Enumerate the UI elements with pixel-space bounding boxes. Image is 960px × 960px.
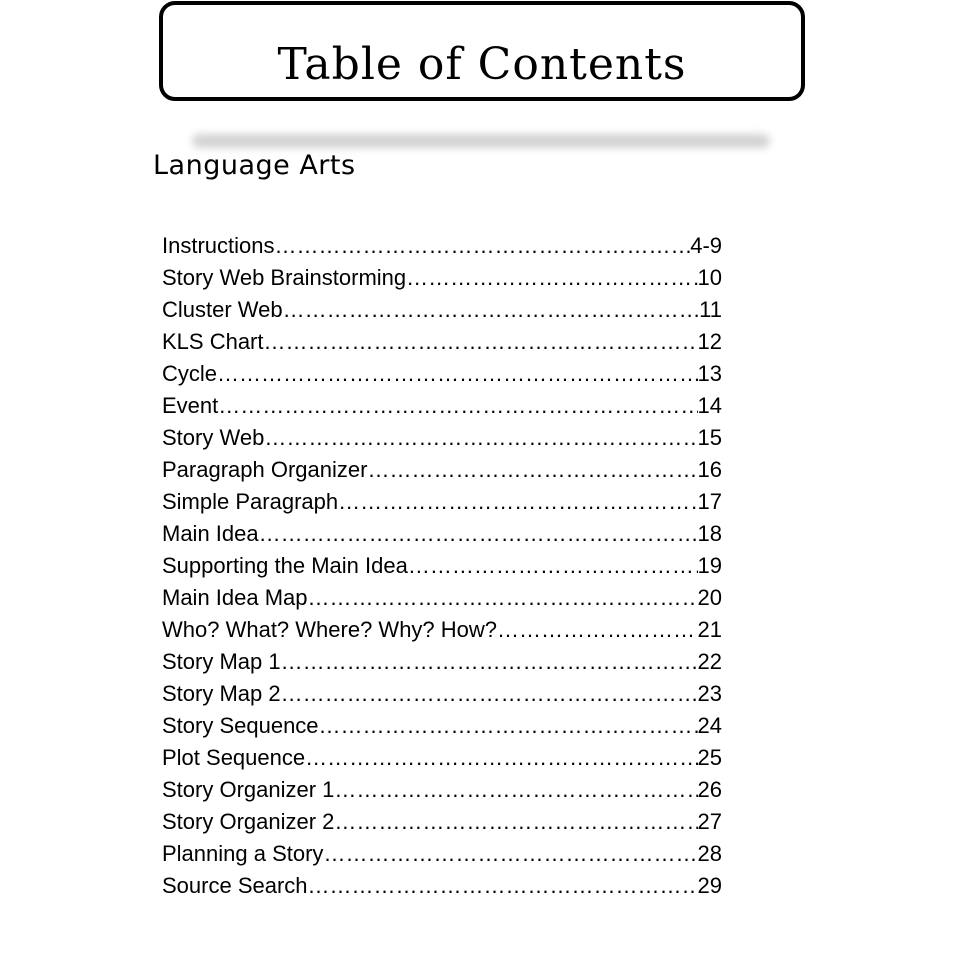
dot-leader xyxy=(406,262,697,294)
toc-entry xyxy=(162,262,722,294)
toc-entry-page: 17 xyxy=(697,489,722,514)
toc-entry-label: Cycle xyxy=(162,361,218,386)
toc-entry-page: 10 xyxy=(697,265,722,290)
dot-leader xyxy=(408,550,698,582)
toc-entry-page: 22 xyxy=(697,649,722,674)
toc-entry-label: Plot Sequence xyxy=(162,745,306,770)
dot-leader xyxy=(308,870,698,902)
toc-entry xyxy=(162,614,722,646)
dot-leader xyxy=(323,838,697,870)
toc-entry-label: Who? What? Where? Why? How? xyxy=(162,617,498,642)
decorative-divider xyxy=(192,134,770,148)
toc-entry-page: 11 xyxy=(699,297,722,322)
toc-entry-label: Story Web xyxy=(162,425,265,450)
toc-entry xyxy=(162,518,722,550)
toc-entry xyxy=(162,742,722,774)
toc-entry-page: 28 xyxy=(697,841,722,866)
toc-entry xyxy=(162,550,722,582)
dot-leader xyxy=(264,422,697,454)
dot-leader xyxy=(218,390,697,422)
dot-leader xyxy=(497,614,697,646)
toc-entry-page: 14 xyxy=(697,393,722,418)
toc-entry-label: Supporting the Main Idea xyxy=(162,553,408,578)
toc-entry-page: 27 xyxy=(697,809,722,834)
toc-entry xyxy=(162,838,722,870)
toc-entry-page: 15 xyxy=(697,425,722,450)
toc-entry-label: Source Search xyxy=(162,873,308,898)
toc-entry-page: 24 xyxy=(697,713,722,738)
toc-entry xyxy=(162,678,722,710)
toc-entry-page: 23 xyxy=(697,681,722,706)
toc-entry xyxy=(162,582,722,614)
toc-entry-page: 26 xyxy=(697,777,722,802)
dot-leader xyxy=(308,582,698,614)
toc-list xyxy=(162,230,722,902)
page-title: Table of Contents xyxy=(277,39,687,90)
dot-leader xyxy=(319,710,698,742)
toc-entry-label: Paragraph Organizer xyxy=(162,457,368,482)
toc-entry-label: Event xyxy=(162,393,219,418)
dot-leader xyxy=(275,230,691,262)
toc-entry xyxy=(162,422,722,454)
toc-entry-label: Story Sequence xyxy=(162,713,319,738)
toc-entry xyxy=(162,486,722,518)
toc-entry xyxy=(162,326,722,358)
toc-entry xyxy=(162,646,722,678)
toc-entry xyxy=(162,710,722,742)
toc-entry-label: Simple Paragraph xyxy=(162,489,339,514)
toc-entry-page: 29 xyxy=(697,873,722,898)
toc-entry-page: 25 xyxy=(697,745,722,770)
toc-entry-label: Main Idea Map xyxy=(162,585,308,610)
toc-entry-page: 18 xyxy=(697,521,722,546)
toc-entry-label: Story Map 2 xyxy=(162,681,281,706)
toc-entry-label: Story Map 1 xyxy=(162,649,281,674)
dot-leader xyxy=(281,646,698,678)
dot-leader xyxy=(338,486,697,518)
dot-leader xyxy=(264,326,698,358)
toc-entry xyxy=(162,454,722,486)
toc-entry-label: KLS Chart xyxy=(162,329,264,354)
dot-leader xyxy=(259,518,698,550)
toc-entry xyxy=(162,390,722,422)
section-heading: Language Arts xyxy=(153,150,356,181)
dot-leader xyxy=(305,742,697,774)
toc-entry-page: 20 xyxy=(697,585,722,610)
toc-entry-page: 4-9 xyxy=(690,233,722,258)
dot-leader xyxy=(281,678,698,710)
toc-entry-page: 21 xyxy=(697,617,722,642)
dot-leader xyxy=(367,454,697,486)
dot-leader xyxy=(217,358,698,390)
toc-entry-label: Instructions xyxy=(162,233,275,258)
toc-entry xyxy=(162,774,722,806)
toc-entry-page: 16 xyxy=(697,457,722,482)
toc-entry-label: Cluster Web xyxy=(162,297,283,322)
toc-entry xyxy=(162,358,722,390)
toc-entry-label: Planning a Story xyxy=(162,841,324,866)
dot-leader xyxy=(283,294,700,326)
toc-entry xyxy=(162,294,722,326)
toc-entry xyxy=(162,806,722,838)
toc-entry-page: 13 xyxy=(697,361,722,386)
toc-entry xyxy=(162,870,722,902)
toc-entry-page: 12 xyxy=(697,329,722,354)
toc-entry-page: 19 xyxy=(697,553,722,578)
title-box xyxy=(159,1,805,101)
toc-entry-label: Story Organizer 2 xyxy=(162,809,335,834)
toc-entry-label: Story Organizer 1 xyxy=(162,777,335,802)
toc-entry-label: Story Web Brainstorming xyxy=(162,265,407,290)
toc-entry xyxy=(162,230,722,262)
dot-leader xyxy=(334,774,697,806)
toc-entry-label: Main Idea xyxy=(162,521,259,546)
dot-leader xyxy=(334,806,697,838)
